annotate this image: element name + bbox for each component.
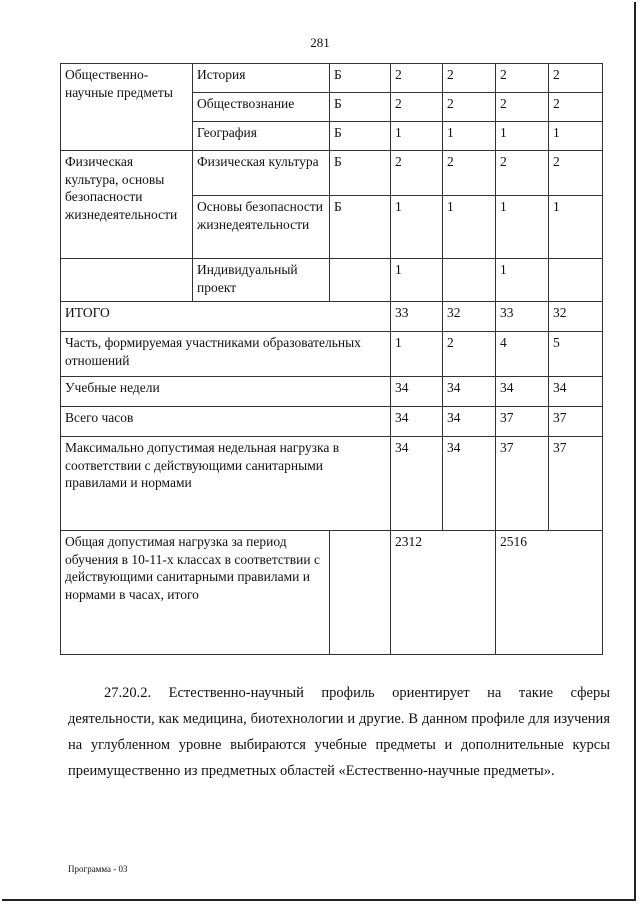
- value-cell: 34: [443, 377, 496, 407]
- area-cell: Общественно-научные предметы: [61, 64, 193, 151]
- level-cell: [330, 259, 391, 302]
- value-cell: 33: [391, 302, 443, 332]
- subject-cell: Основы безопасности жизнедеятельности: [193, 196, 330, 259]
- level-cell: Б: [330, 122, 391, 151]
- value-cell: 34: [496, 377, 549, 407]
- value-cell: 2: [496, 151, 549, 196]
- empty-cell: [330, 531, 391, 655]
- level-cell: Б: [330, 93, 391, 122]
- table-row: [61, 259, 603, 302]
- table-row: [61, 437, 603, 531]
- value-cell: 2: [549, 93, 603, 122]
- value-cell: 2: [391, 64, 443, 93]
- value-cell: 2: [443, 64, 496, 93]
- value-cell: 2: [443, 151, 496, 196]
- table-row: [61, 531, 603, 655]
- curriculum-table: [60, 63, 603, 655]
- value-cell: 1: [496, 122, 549, 151]
- level-cell: Б: [330, 196, 391, 259]
- value-cell: 32: [443, 302, 496, 332]
- value-cell: [549, 259, 603, 302]
- value-cell: 34: [391, 407, 443, 437]
- value-cell: 5: [549, 332, 603, 377]
- subject-cell: Обществознание: [193, 93, 330, 122]
- value-cell: 1: [391, 196, 443, 259]
- total-label: Общая допустимая нагрузка за период обучения в 10-11-х классах в соответствии с действующими санитарными правилами и нормами в часах, итого: [61, 531, 330, 655]
- value-cell: 34: [549, 377, 603, 407]
- value-cell: 2: [443, 332, 496, 377]
- value-cell: 2: [496, 64, 549, 93]
- subject-cell: История: [193, 64, 330, 93]
- body-paragraph: 27.20.2. Естественно-научный профиль ориентирует на такие сферы деятельности, как медицина, биотехнологии и другие. В данном профиле для изучения на углубленном уровне выбираются учебные предметы и дополнительные курсы преимущественно из предметных областей «Естественно-научные предметы».: [68, 685, 610, 779]
- value-cell: 4: [496, 332, 549, 377]
- value-cell: 1: [496, 196, 549, 259]
- value-cell: 2516: [496, 531, 603, 655]
- value-cell: 37: [496, 407, 549, 437]
- page-number: 281: [310, 35, 330, 50]
- value-cell: 1: [391, 122, 443, 151]
- footer-note: Программа - 03: [68, 864, 128, 874]
- value-cell: [443, 259, 496, 302]
- value-cell: 2: [391, 93, 443, 122]
- table-row: [61, 332, 603, 377]
- subject-cell: География: [193, 122, 330, 151]
- value-cell: 1: [443, 122, 496, 151]
- table-row: [61, 64, 603, 93]
- table-row: [61, 377, 603, 407]
- value-cell: 34: [391, 377, 443, 407]
- value-cell: 34: [443, 407, 496, 437]
- area-cell: Физическая культура, основы безопасности жизнедеятельности: [61, 151, 193, 259]
- value-cell: 34: [443, 437, 496, 531]
- value-cell: 2: [496, 93, 549, 122]
- value-cell: 2: [391, 151, 443, 196]
- level-cell: Б: [330, 64, 391, 93]
- value-cell: 1: [549, 122, 603, 151]
- value-cell: 1: [549, 196, 603, 259]
- value-cell: 1: [391, 332, 443, 377]
- table-row: [61, 151, 603, 196]
- value-cell: 32: [549, 302, 603, 332]
- total-label: Всего часов: [61, 407, 391, 437]
- value-cell: 2: [549, 64, 603, 93]
- value-cell: 34: [391, 437, 443, 531]
- table-row: [61, 407, 603, 437]
- value-cell: 33: [496, 302, 549, 332]
- value-cell: 2312: [391, 531, 496, 655]
- subject-cell: Индивидуальный проект: [193, 259, 330, 302]
- total-label: Учебные недели: [61, 377, 391, 407]
- value-cell: 1: [496, 259, 549, 302]
- area-cell: [61, 259, 193, 302]
- table-row: [61, 302, 603, 332]
- value-cell: 37: [549, 437, 603, 531]
- value-cell: 1: [391, 259, 443, 302]
- value-cell: 1: [443, 196, 496, 259]
- total-label: Максимально допустимая недельная нагрузка в соответствии с действующими санитарными правилами и нормами: [61, 437, 391, 531]
- value-cell: 2: [549, 151, 603, 196]
- subject-cell: Физическая культура: [193, 151, 330, 196]
- value-cell: 37: [549, 407, 603, 437]
- total-label: ИТОГО: [61, 302, 391, 332]
- value-cell: 2: [443, 93, 496, 122]
- level-cell: Б: [330, 151, 391, 196]
- total-label: Часть, формируемая участниками образовательных отношений: [61, 332, 391, 377]
- value-cell: 37: [496, 437, 549, 531]
